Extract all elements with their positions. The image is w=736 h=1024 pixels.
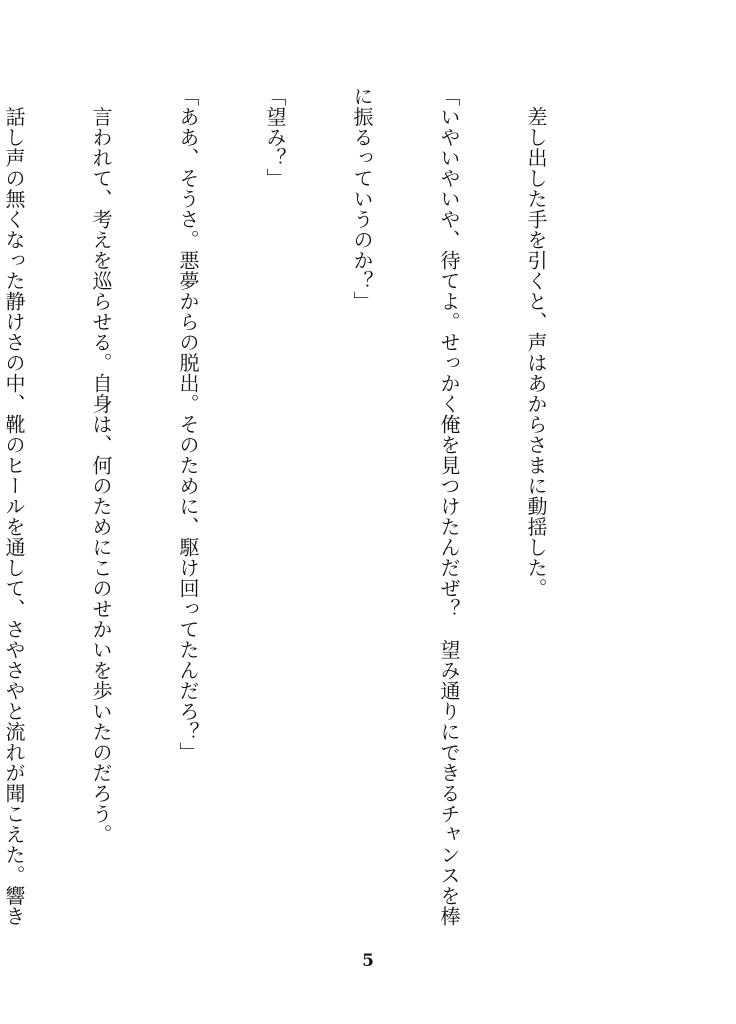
text-line: 「いやいやいや、待てよ。せっかく俺を見つけたんだぜ？ 望み通りにできるチャンスを棒 <box>437 86 461 927</box>
text-line: 話し声の無くなった静けさの中、靴のヒールを通して、さやさやと流れが聞こえた。響き <box>2 86 26 927</box>
vertical-text-body <box>2 86 608 936</box>
page-number: 5 <box>362 951 374 971</box>
text-line: 「ああ、そうさ。悪夢からの脱出。そのために、駆け回ってたんだろ？」 <box>176 86 200 763</box>
text-line: 言われて、考えを巡らせる。自身は、何のためにこのせかいを歩いたのだろう。 <box>89 86 113 845</box>
text-line: 「望み？」 <box>263 86 287 189</box>
text-line: に振るっていうのか？」 <box>350 86 374 312</box>
text-line: 差し出した手を引くと、声はあからさまに動揺した。 <box>524 86 548 599</box>
